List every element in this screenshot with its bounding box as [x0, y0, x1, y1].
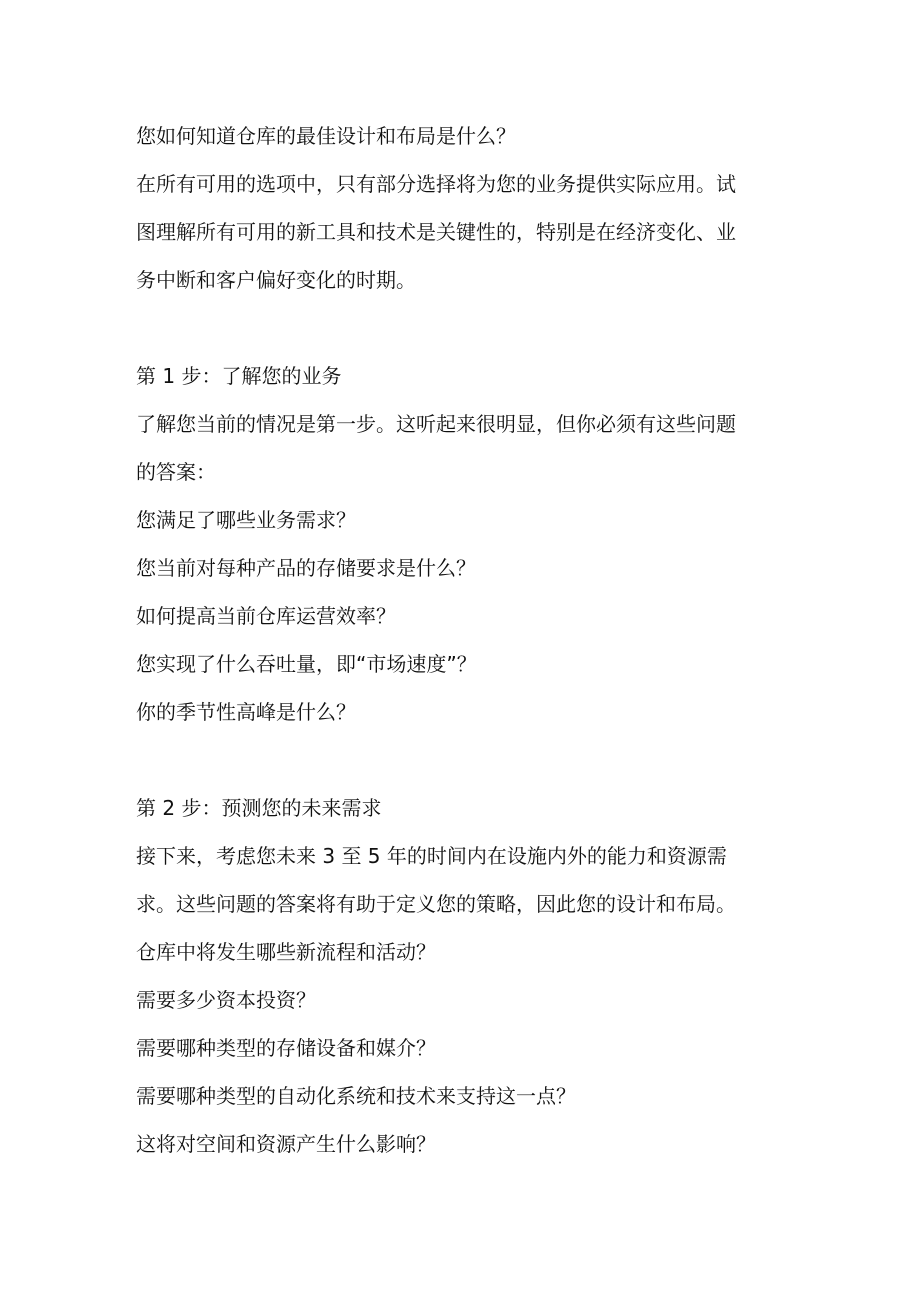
step2-question: 这将对空间和资源产生什么影响？ [136, 1132, 436, 1156]
intro-paragraph-line: 图理解所有可用的新工具和技术是关键性的，特别是在经济变化、业 [136, 220, 736, 244]
step1-paragraph-line: 了解您当前的情况是第一步。这听起来很明显，但你必须有这些问题 [136, 412, 736, 436]
section-spacer [136, 736, 796, 784]
intro-question: 您如何知道仓库的最佳设计和布局是什么？ [136, 124, 516, 148]
step2-question: 仓库中将发生哪些新流程和活动？ [136, 940, 436, 964]
document-body [136, 112, 796, 1168]
step1-question: 您实现了什么吞吐量，即“市场速度”？ [136, 652, 477, 676]
step2-paragraph-line: 求。这些问题的答案将有助于定义您的策略，因此您的设计和布局。 [136, 892, 736, 916]
step2-heading: 第 2 步：预测您的未来需求 [136, 796, 382, 820]
intro-paragraph-line: 在所有可用的选项中，只有部分选择将为您的业务提供实际应用。试 [136, 172, 736, 196]
step1-question: 如何提高当前仓库运营效率？ [136, 604, 396, 628]
step1-question: 您当前对每种产品的存储要求是什么？ [136, 556, 476, 580]
step1-question: 你的季节性高峰是什么？ [136, 700, 356, 724]
step1-heading: 第 1 步：了解您的业务 [136, 364, 342, 388]
step2-paragraph-line: 接下来，考虑您未来 3 至 5 年的时间内在设施内外的能力和资源需 [136, 844, 727, 868]
step2-question: 需要哪种类型的存储设备和媒介？ [136, 1036, 436, 1060]
step1-paragraph-line: 的答案： [136, 460, 216, 484]
step2-question: 需要哪种类型的自动化系统和技术来支持这一点？ [136, 1084, 576, 1108]
section-spacer [136, 304, 796, 352]
step1-question: 您满足了哪些业务需求？ [136, 508, 356, 532]
intro-paragraph-line: 务中断和客户偏好变化的时期。 [136, 268, 416, 292]
step2-question: 需要多少资本投资？ [136, 988, 316, 1012]
